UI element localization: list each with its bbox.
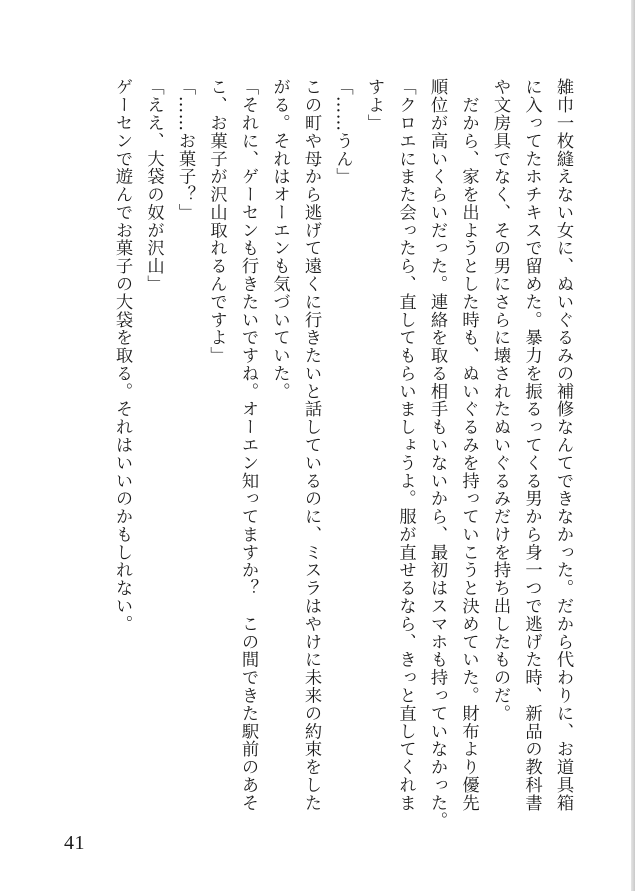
text-line: 「クロエにまた会ったら、直してもらいましょうよ。服が直せるなら、きっと直してくれま (395, 78, 416, 812)
text-line: すよ」 (364, 78, 384, 132)
text-line: だから、家を出ようとした時も、ぬいぐるみを持っていこうと決めていた。財布より優先 (458, 78, 479, 812)
text-line: に入ってたホチキスで留めた。暴力を振るってくる男から身一つで逃げた時、新品の教科書 (521, 78, 542, 812)
text-line: 「……お菓子？」 (175, 78, 195, 222)
text-line: や文房具でなく、その男にさらに壊されたぬいぐるみだけを持ち出したものだ。 (490, 78, 510, 723)
text-line: こ、お菓子が沢山取れるんですよ」 (206, 78, 227, 365)
page-edge (631, 0, 635, 891)
text-line: この町や母から逃げて遠くに行きたいと話しているのに、ミスラはやけに未来の約束をした (301, 78, 321, 812)
text-line: 順位が高いくらいだった。連絡を取る相手もいないから、最初はスマホも持っていなかった。 (427, 78, 447, 830)
text-line: 「それに、ゲーセンも行きたいですね。オーエン知ってますか？ この間できた駅前のあそ (238, 78, 258, 812)
text-line: 「……うん」 (332, 78, 353, 186)
page-number: 41 (64, 832, 85, 854)
text-line: 「ええ、大袋の奴が沢山」 (143, 78, 164, 293)
text-line: ゲーセンで遊んでお菓子の大袋を取る。それはいいのかもしれない。 (112, 78, 132, 633)
text-line: 雑巾一枚縫えない女に、ぬいぐるみの補修なんてできなかった。だから代わりに、お道具箱 (553, 78, 573, 812)
text-line: がる。それはオーエンも気づいていた。 (269, 78, 290, 401)
